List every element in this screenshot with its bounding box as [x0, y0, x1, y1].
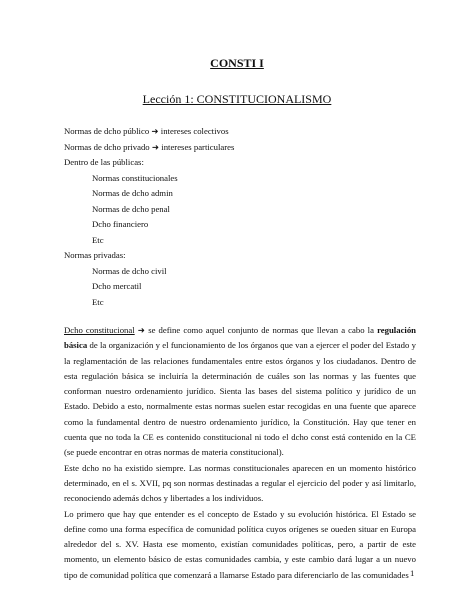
arrow-icon: ➜	[137, 325, 146, 335]
document-title: CONSTI I	[210, 56, 264, 70]
line-text: intereses colectivos	[160, 126, 229, 136]
arrow-icon: ➜	[151, 126, 159, 136]
line-text: Normas de dcho público	[64, 126, 150, 136]
list-item: Etc	[92, 235, 104, 245]
term-dcho-constitucional: Dcho constitucional	[64, 325, 135, 335]
list-item: Normas constitucionales	[92, 173, 178, 183]
bold-text: regulación básica	[64, 325, 417, 351]
list-heading: Normas privadas:	[64, 250, 126, 260]
list-line	[64, 143, 234, 152]
list-item: Normas de dcho admin	[92, 188, 173, 198]
list-heading: Dentro de las públicas:	[64, 157, 144, 167]
line-text: Normas de dcho privado	[64, 142, 150, 152]
line-text: intereses particulares	[161, 142, 235, 152]
paragraph	[64, 323, 416, 461]
lesson-title: Lección 1: CONSTITUCIONALISMO	[142, 92, 332, 106]
paragraph: Lo primero que hay que entender es el concepto de Estado y su evolución histórica. El Estado se define como una forma específica de comunidad política cuyos orígenes se oueden situar en Europa alrededor del s. XV. Hasta ese momento, existían comunidades políticas, pero, a partir de este momento, un elemento básico de estas comunidades cambia, y este cambio dará lugar a un nuevo tipo de comunidad política que comenzará a llamarse Estado para diferenciarlo de las comunidades	[64, 508, 416, 580]
list-line	[64, 127, 229, 136]
list-item: Dcho financiero	[92, 219, 149, 229]
arrow-icon: ➜	[151, 142, 160, 152]
page-number: 1	[410, 568, 415, 578]
paragraph-text: de la organización y el funcionamiento de los órganos que van a ejercer el poder del Estado y la reglamentación de las relaciones fundamentales entre estos órganos y los ciudadanos. Dentro de esta regulación básica se incluiría la determinación de cuáles son las normas y las fuentes que conforman nuestro ordenamiento jurídico. Sienta las bases del sistema político y jurídico de un Estado. Debido a esto, normalmente estas normas suelen estar recogidas en una fuente que aparece como la fundamental dentro de nuestro ordenamiento jurídico, la Constitución. Hay que tener en cuenta que no toda la CE es contenido constitucional ni todo el dcho const está contenido en la CE (se puede encontrar en otras normas de materia constitucional).	[64, 340, 416, 458]
list-item: Dcho mercatil	[92, 281, 142, 291]
paragraph: Este dcho no ha existido siempre. Las normas constitucionales aparecen en un momento histórico determinado, en el s. XVII, pq son normas destinadas a regular el ejercicio del poder y así limitarlo, reconociendo además dchos y libertades a los individuos.	[64, 462, 416, 504]
list-item: Normas de dcho civil	[92, 266, 167, 276]
list-item: Etc	[92, 297, 104, 307]
body-text	[64, 323, 416, 583]
paragraph-text: se define como aquel conjunto de normas que llevan a cabo la	[145, 325, 378, 335]
list-item: Normas de dcho penal	[92, 204, 170, 214]
